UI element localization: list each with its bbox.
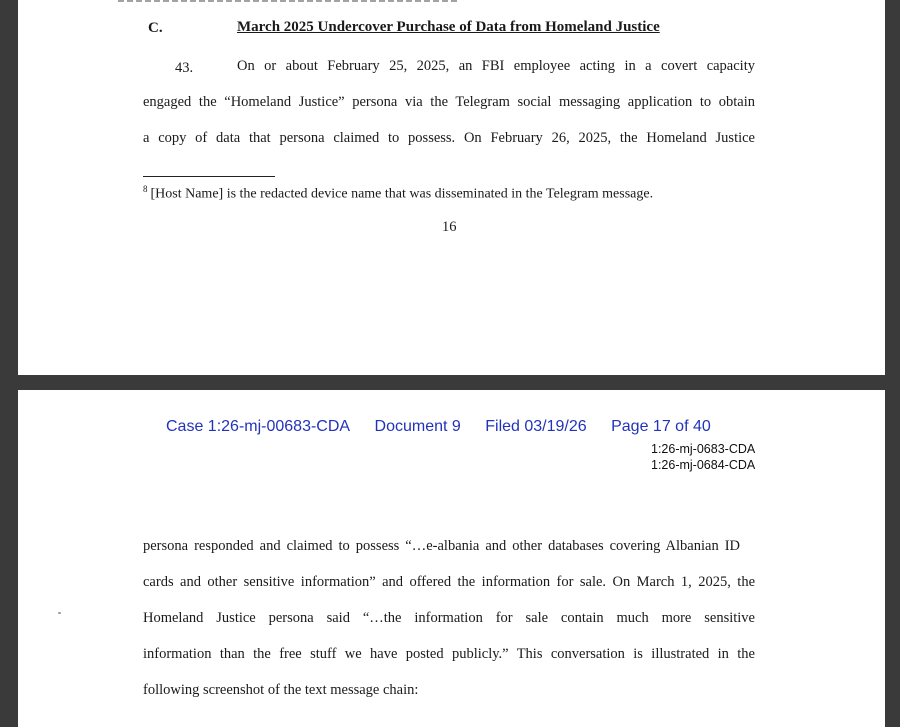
body-line: cards and other sensitive information” and offered the information for sale. On March 1, 2025, the [143, 574, 755, 590]
header-case: Case 1:26-mj-00683-CDA [166, 418, 351, 435]
body-line: following screenshot of the text message chain: [143, 682, 419, 698]
paragraph-line: On or about February 25, 2025, an FBI employee acting in a covert capacity [237, 58, 755, 74]
clipped-text-remnant [118, 0, 458, 2]
case-header [166, 418, 711, 436]
footnote-marker: 8 [143, 184, 148, 194]
footnote-text: [Host Name] is the redacted device name that was disseminated in the Telegram message. [150, 186, 654, 202]
paragraph-line: a copy of data that persona claimed to possess. On February 26, 2025, the Homeland Justice [143, 130, 755, 146]
case-number: 1:26-mj-0683-CDA [651, 442, 756, 456]
case-number: 1:26-mj-0684-CDA [651, 458, 756, 472]
section-letter: C. [148, 20, 163, 36]
document-page-bottom [18, 390, 885, 727]
body-line: Homeland Justice persona said “…the information for sale contain much more sensitive [143, 610, 755, 626]
header-page: Page 17 of 40 [611, 418, 711, 435]
body-line: information than the free stuff we have posted publicly.” This conversation is illustrated in the [143, 646, 755, 662]
paragraph-line: engaged the “Homeland Justice” persona via the Telegram social messaging application to obtain [143, 94, 755, 110]
body-line: persona responded and claimed to possess “…e-albania and other databases covering Albanian ID [143, 538, 740, 554]
page-number: 16 [442, 219, 457, 235]
footnote [143, 184, 653, 203]
section-title: March 2025 Undercover Purchase of Data from Homeland Justice [237, 19, 660, 35]
document-page-top [18, 0, 885, 375]
case-numbers [651, 441, 755, 473]
paragraph-number: 43. [175, 60, 194, 76]
footnote-rule [143, 176, 275, 177]
header-document: Document 9 [374, 418, 461, 435]
scan-speck [58, 612, 61, 614]
header-filed: Filed 03/19/26 [485, 418, 587, 435]
